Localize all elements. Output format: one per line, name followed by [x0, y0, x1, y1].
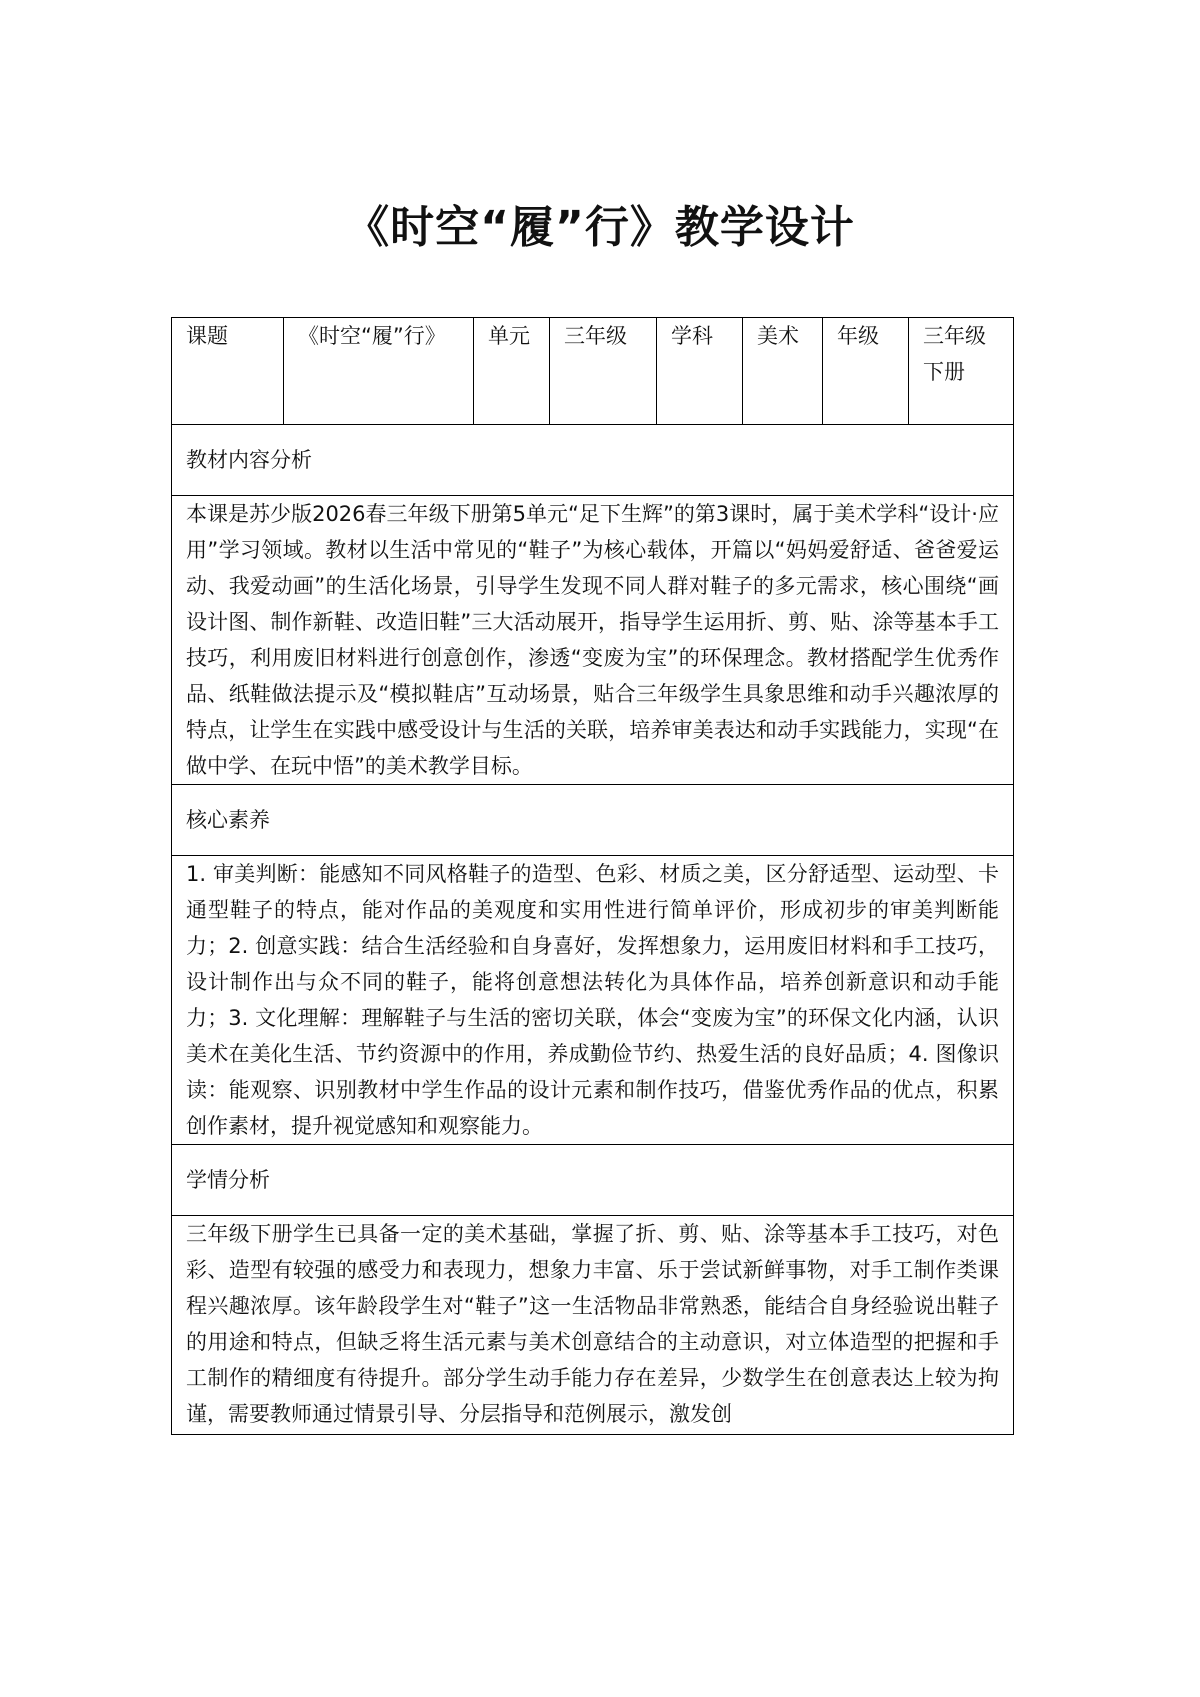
- page-title: 《时空“履”行》教学设计: [345, 202, 855, 253]
- section-heading-row: [172, 1145, 1014, 1216]
- section-heading-core-competencies: 核心素养: [172, 785, 1014, 856]
- section-body-row: [172, 856, 1014, 1145]
- section-body-material-analysis: 本课是苏少版2026春三年级下册第5单元“足下生辉”的第3课时，属于美术学科“设计·应用”学习领域。教材以生活中常见的“鞋子”为核心载体，开篇以“妈妈爱舒适、爸爸爱运动、我爱动画”的生活化场景，引导学生发现不同人群对鞋子的多元需求，核心围绕“画设计图、制作新鞋、改造旧鞋”三大活动展开，指导学生运用折、剪、贴、涂等基本手工技巧，利用废旧材料进行创意创作，渗透“变废为宝”的环保理念。教材搭配学生优秀作品、纸鞋做法提示及“模拟鞋店”互动场景，贴合三年级学生具象思维和动手兴趣浓厚的特点，让学生在实践中感受设计与生活的关联，培养审美表达和动手实践能力，实现“在做中学、在玩中悟”的美术教学目标。: [172, 496, 1014, 785]
- section-body-row: [172, 496, 1014, 785]
- grade-label: 年级: [823, 318, 909, 425]
- topic-label: 课题: [172, 318, 284, 425]
- lesson-design-table: [171, 317, 1014, 1435]
- section-body-row: [172, 1216, 1014, 1435]
- section-body-core-competencies: 1. 审美判断：能感知不同风格鞋子的造型、色彩、材质之美，区分舒适型、运动型、卡通型鞋子的特点，能对作品的美观度和实用性进行简单评价，形成初步的审美判断能力；2. 创意实践：结合生活经验和自身喜好，发挥想象力，运用废旧材料和手工技巧，设计制作出与众不同的鞋子，能将创意想法转化为具体作品，培养创新意识和动手能力；3. 文化理解：理解鞋子与生活的密切关联，体会“变废为宝”的环保文化内涵，认识美术在美化生活、节约资源中的作用，养成勤俭节约、热爱生活的良好品质；4. 图像识读：能观察、识别教材中学生作品的设计元素和制作技巧，借鉴优秀作品的优点，积累创作素材，提升视觉感知和观察能力。: [172, 856, 1014, 1145]
- grade-value: 三年级下册: [909, 318, 1014, 425]
- unit-value: 三年级: [550, 318, 657, 425]
- section-body-student-analysis: 三年级下册学生已具备一定的美术基础，掌握了折、剪、贴、涂等基本手工技巧，对色彩、造型有较强的感受力和表现力，想象力丰富、乐于尝试新鲜事物，对手工制作类课程兴趣浓厚。该年龄段学生对“鞋子”这一生活物品非常熟悉，能结合自身经验说出鞋子的用途和特点，但缺乏将生活元素与美术创意结合的主动意识，对立体造型的把握和手工制作的精细度有待提升。部分学生动手能力存在差异，少数学生在创意表达上较为拘谨，需要教师通过情景引导、分层指导和范例展示，激发创: [172, 1216, 1014, 1435]
- header-row: [172, 318, 1014, 425]
- section-heading-row: [172, 425, 1014, 496]
- subject-label: 学科: [657, 318, 743, 425]
- unit-label: 单元: [474, 318, 550, 425]
- section-heading-row: [172, 785, 1014, 856]
- subject-value: 美术: [743, 318, 823, 425]
- section-heading-material-analysis: 教材内容分析: [172, 425, 1014, 496]
- topic-value: 《时空“履”行》: [284, 318, 474, 425]
- section-heading-student-analysis: 学情分析: [172, 1145, 1014, 1216]
